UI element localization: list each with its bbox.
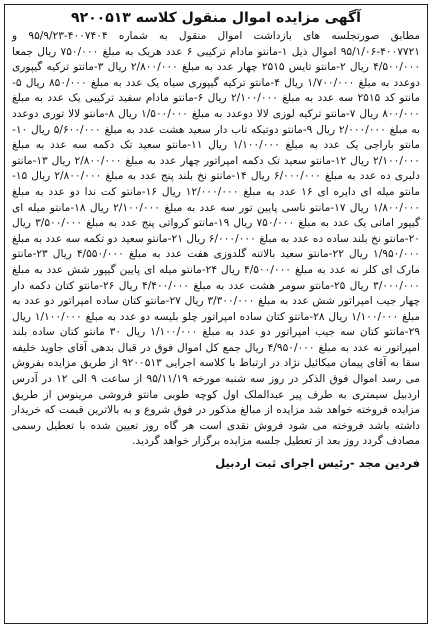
notice-signature: فردین مجد -رئیس اجرای ثبت اردبیل bbox=[215, 456, 420, 471]
auction-notice bbox=[4, 4, 428, 624]
notice-title: آگهی مزایده اموال منقول کلاسه ۹۲۰۰۵۱۳ bbox=[71, 10, 361, 26]
notice-body: مطابق صورتجلسه های بازداشت اموال منقول به شماره ۴۰۰۷۴۰۴-۹۵/۹/۲۳ و ۴۰۰۷۷۲۱-۹۵/۱/۰۶ اموال ذیل ۱-مانتو مادام ترکیبی ۶ عدد هریک به مبلغ ۷۵۰/۰۰۰ ریال جمعا ۴/۵۰۰/۰۰۰ ریال ۲-مانتو تایس ۲۵۱۵ چهار عدد به مبلغ ۲/۸۰۰/۰۰۰ ریال ۳-مانتو ترکیه گیپوری دوعدد به مبلغ ۱/۷۰۰/۰۰۰ ریال ۴-مانتو ترکیه گیپوری سیاه یک عدد به مبلغ ۸۵۰/۰۰۰ ریال ۵-مانتو کد ۲۵۱۵ سه عدد به مبلغ ۲/۱۰۰/۰۰۰ ریال ۶-مانتو مادام سفید ترکیبی یک عدد به مبلغ ۸۰۰/۰۰۰ ریال ۷-مانتو ترکیه لوزی لالا دوعدد به مبلغ ۱/۵۰۰/۰۰۰ ریال ۸-مانتو لالا توری دوعدد به مبلغ ۲/۰۰۰/۰۰۰ ریال ۹-مانتو دوتیکه تاب دار سعید هشت عدد به مبلغ ۵/۶۰۰/۰۰۰ ریال ۱۰-مانتو باراجی یک عدد به مبلغ ۱/۱۰۰/۰۰۰ ریال ۱۱-مانتو سعید تک دکمه سه عدد به مبلغ ۲/۱۰۰/۰۰۰ ریال ۱۲-مانتو سعید تک دکمه امپراتور چهار عدد به مبلغ ۲/۸۰۰/۰۰۰ ریال ۱۳-مانتو دلبری ده عدد به مبلغ ۶/۰۰۰/۰۰۰ ریال ۱۴-مانتو نخ بلند پنج عدد به مبلغ ۲/۸۰۰/۰۰۰ ریال ۱۵-مانتو میله ای دایره ای ۱۶ عدد به مبلغ ۱۲/۰۰۰/۰۰۰ ریال ۱۶-مانتو کت ندا دو عدد به مبلغ ۱/۸۰۰/۰۰۰ ریال ۱۷-مانتو ناسی پایین تور سه عدد به مبلغ ۲/۱۰۰/۰۰۰ ریال ۱۸-مانتو میله ای گیپور اماتی یک عدد به مبلغ ۷۵۰/۰۰۰ ریال ۱۹-مانتو کرواتی پنج عدد به مبلغ ۳/۵۰۰/۰۰۰ ریال ۲۰-مانتو نخ بلند ساده ده عدد به مبلغ ۶/۰۰۰/۰۰۰ ریال ۲۱-مانتو سعید دو تکمه سه عدد به مبلغ ۱/۹۵۰/۰۰۰ ریال ۲۲-مانتو سعید بالاتنه گلدوزی هفت عدد به مبلغ ۴/۵۵۰/۰۰۰ ریال ۲۳-مانتو مارک ای کلر نه عدد به مبلغ ۴/۵۰۰/۰۰۰ ریال ۲۴-مانتو میله ای پایین گیپور شش عدد به مبلغ ۳/۰۰۰/۰۰۰ ریال ۲۵-مانتو سومر هشت عدد به مبلغ ۴/۴۰۰/۰۰۰ ریال ۲۶-مانتو کتان دکمه دار چهار جیب امپراتور شش عدد به مبلغ ۳/۳۰۰/۰۰۰ ریال ۲۷-مانتو کتان ساده امپراتور دو عدد به مبلغ ۱/۱۰۰/۰۰۰ ریال ۲۸-مانتو کتان ساده امپراتور چلو بلیسه دو عدد به مبلغ ۱/۱۰۰/۰۰۰ ریال ۲۹-مانتو کتان سه جیب امپراتور دو عدد به مبلغ ۱/۱۰۰/۰۰۰ ریال ۳۰ مانتو کتان ساده بلند امپراتور نه عدد به مبلغ ۴/۹۵۰/۰۰۰ ریال جمع کل اموال فوق در قبال بدهی آقای جاوید خلیفه سقا به آقای پیمان میکائیل نژاد در ارتباط با کلاسه اجرایی ۹۲۰۰۵۱۳ از طریق مزایده بفروش می رسد اموال فوق الذکر در روز سه شنبه مورخه ۹۵/۱۱/۱۹ از ساعت ۹ الی ۱۲ در آدرس اردبیل سیمتری به طرف پیر عبدالملک اول کوچه طوبی مانتو فروشی مرینوس از طریق مزایده فروخته خواهد شد مزایده از مبالغ مذکور در فوق شروع و به بالاترین قیمت که خریدار داشته باشد فروخته می شود فروش نقدی است هر گاه روز تعیین شده با تعطیل رسمی مصادف گردد روز بعد از تعطیل جلسه مزایده برگزار خواهد گردید. bbox=[12, 30, 421, 448]
